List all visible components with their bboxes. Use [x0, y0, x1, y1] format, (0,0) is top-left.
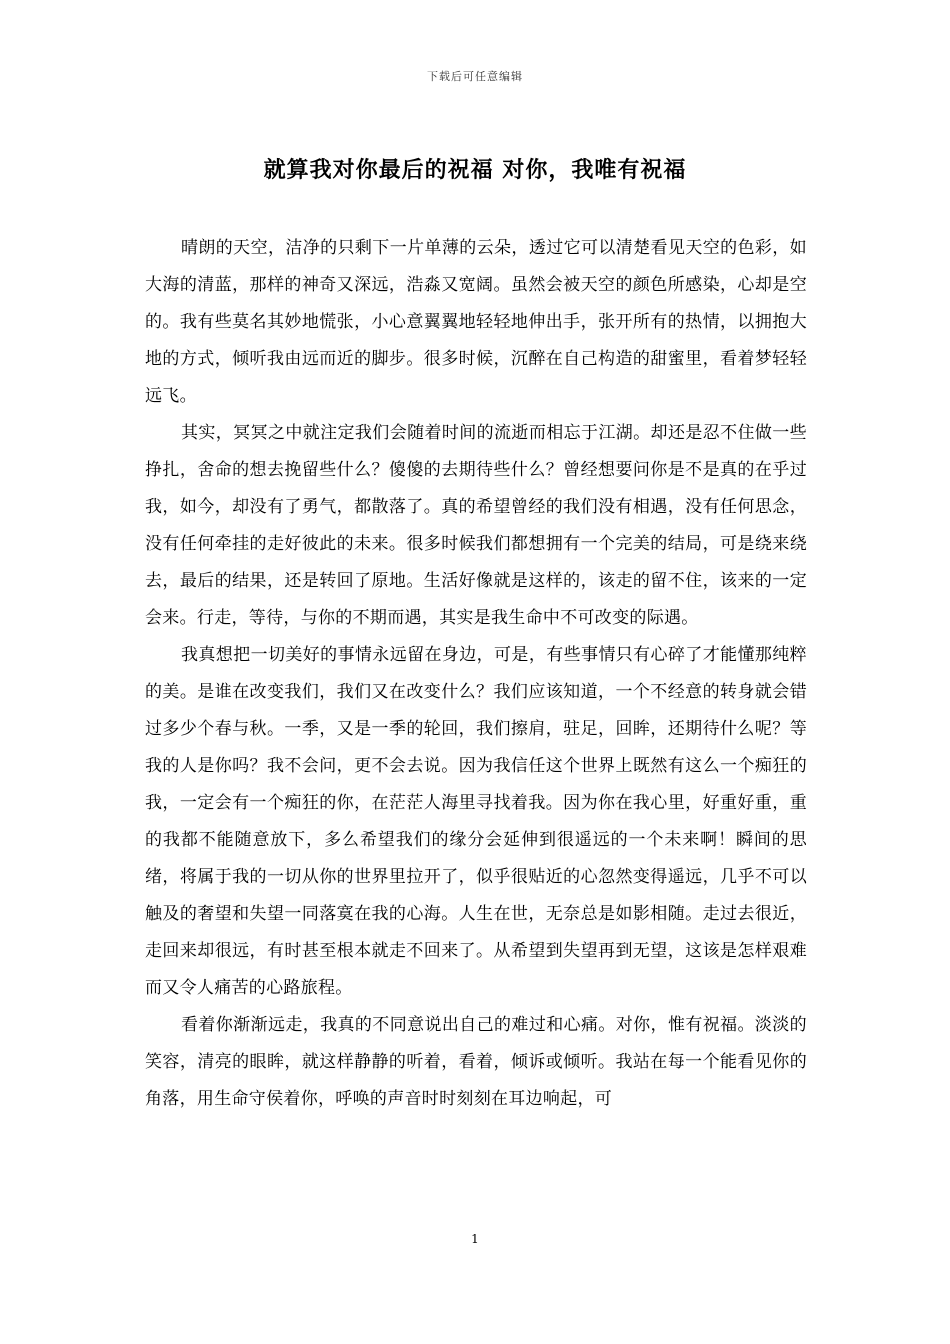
document-body [145, 230, 807, 1118]
paragraph-2: 其实，冥冥之中就注定我们会随着时间的流逝而相忘于江湖。却还是忍不住做一些挣扎，舍命的想去挽留些什么？傻傻的去期待些什么？曾经想要问你是不是真的在乎过我，如今，却没有了勇气，都散落了。真的希望曾经的我们没有相遇，没有任何思念，没有任何牵挂的走好彼此的未来。很多时候我们都想拥有一个完美的结局，可是绕来绕去，最后的结果，还是转回了原地。生活好像就是这样的，该走的留不住，该来的一定会来。行走，等待，与你的不期而遇，其实是我生命中不可改变的际遇。 [145, 423, 807, 628]
paragraph-3: 我真想把一切美好的事情永远留在身边，可是，有些事情只有心碎了才能懂那纯粹的美。是谁在改变我们，我们又在改变什么？我们应该知道，一个不经意的转身就会错过多少个春与秋。一季，又是一季的轮回，我们擦肩，驻足，回眸，还期待什么呢？等我的人是你吗？我不会问，更不会去说。因为我信任这个世界上既然有这么一个痴狂的我，一定会有一个痴狂的你，在茫茫人海里寻找着我。因为你在我心里，好重好重，重的我都不能随意放下，多么希望我们的缘分会延伸到很遥远的一个未来啊！瞬间的思绪，将属于我的一切从你的世界里拉开了，似乎很贴近的心忽然变得遥远，几乎不可以触及的奢望和失望一同落寞在我的心海。人生在世，无奈总是如影相随。走过去很近，走回来却很远，有时甚至根本就走不回来了。从希望到失望再到无望，这该是怎样艰难而又令人痛苦的心路旅程。 [145, 645, 807, 998]
page-number: 1 [471, 1232, 479, 1246]
paragraph-4: 看着你渐渐远走，我真的不同意说出自己的难过和心痛。对你，惟有祝福。淡淡的笑容，清亮的眼眸，就这样静静的听着，看着，倾诉或倾听。我站在每一个能看见你的角落，用生命守侯着你，呼唤的声音时时刻刻在耳边响起，可 [145, 1015, 807, 1109]
document-title: 就算我对你最后的祝福 对你，我唯有祝福 [263, 157, 687, 183]
header-note: 下载后可任意编辑 [427, 70, 523, 83]
paragraph-1: 晴朗的天空，洁净的只剩下一片单薄的云朵，透过它可以清楚看见天空的色彩，如大海的清蓝，那样的神奇又深远，浩淼又宽阔。虽然会被天空的颜色所感染，心却是空的。我有些莫名其妙地慌张，小心意翼翼地轻轻地伸出手，张开所有的热情，以拥抱大地的方式，倾听我由远而近的脚步。很多时候，沉醉在自己构造的甜蜜里，看着梦轻轻远飞。 [145, 238, 807, 406]
